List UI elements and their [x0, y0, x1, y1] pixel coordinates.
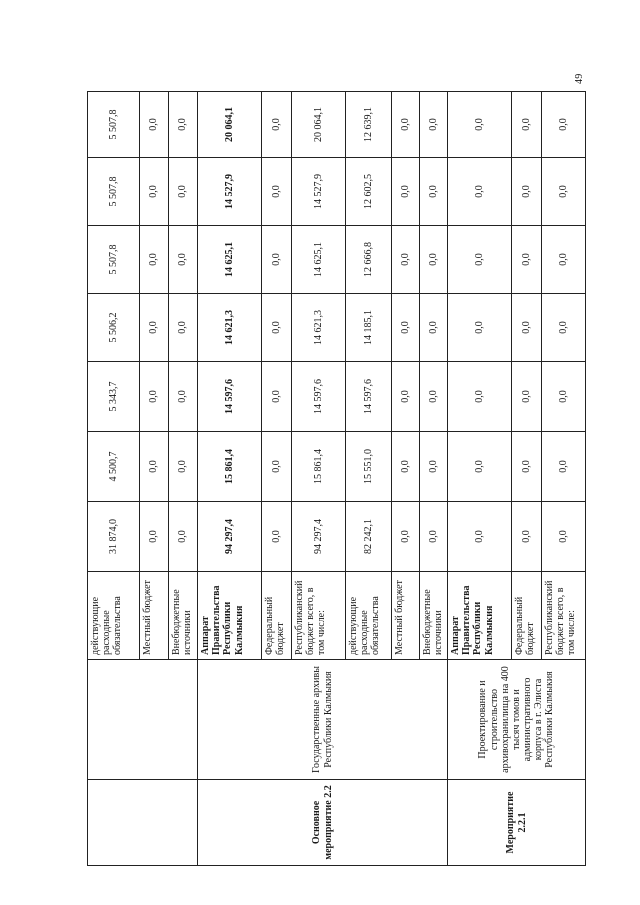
value-cell: 0,0 [169, 502, 198, 572]
value-cell: 0,0 [448, 294, 512, 362]
value-cell: 0,0 [392, 226, 420, 294]
value-cell: 14 597,6 [346, 362, 392, 432]
value-cell: 0,0 [169, 362, 198, 432]
value-cell: 0,0 [542, 502, 586, 572]
value-cell: 14 625,1 [198, 226, 262, 294]
value-cell: 14 621,3 [198, 294, 262, 362]
source-cell: Федеральный бюджет [262, 572, 292, 660]
value-cell: 94 297,4 [292, 502, 346, 572]
group-cell-2-2: Основное мероприятие 2.2 [198, 780, 448, 866]
name-cell-2-2: Государственные архивы Республики Калмыкия [198, 660, 448, 780]
value-cell: 82 242,1 [346, 502, 392, 572]
value-cell: 0,0 [140, 294, 169, 362]
source-cell: Внебюджетные источники [169, 572, 198, 660]
value-cell: 5 343,7 [88, 362, 140, 432]
value-cell: 0,0 [448, 362, 512, 432]
group-cell-prev [88, 780, 198, 866]
budget-table [87, 91, 586, 866]
value-cell: 0,0 [392, 92, 420, 158]
value-cell: 0,0 [512, 362, 542, 432]
value-cell: 0,0 [262, 502, 292, 572]
value-cell: 14 621,3 [292, 294, 346, 362]
value-cell: 0,0 [392, 502, 420, 572]
value-cell: 0,0 [448, 92, 512, 158]
group-cell-2-2-1: Мероприятие 2.2.1 [448, 780, 586, 866]
table-row [448, 92, 512, 866]
value-cell: 0,0 [262, 92, 292, 158]
value-cell: 14 185,1 [346, 294, 392, 362]
page-number: 49 [574, 73, 585, 84]
value-cell: 0,0 [512, 158, 542, 226]
table-row [198, 92, 262, 866]
value-cell: 0,0 [169, 158, 198, 226]
value-cell: 15 861,4 [198, 432, 262, 502]
value-cell: 0,0 [169, 92, 198, 158]
value-cell: 0,0 [420, 92, 448, 158]
value-cell: 0,0 [262, 294, 292, 362]
value-cell: 0,0 [262, 226, 292, 294]
value-cell: 14 597,6 [198, 362, 262, 432]
source-cell: Внебюджетные источники [420, 572, 448, 660]
source-cell: действующие расходные обязательства [346, 572, 392, 660]
value-cell: 14 597,6 [292, 362, 346, 432]
value-cell: 0,0 [140, 158, 169, 226]
source-cell: действующие расходные обязательства [88, 572, 140, 660]
name-cell-prev [88, 660, 198, 780]
value-cell: 12 602,5 [346, 158, 392, 226]
value-cell: 0,0 [392, 294, 420, 362]
source-cell: Республиканский бюджет всего, в том числе: [292, 572, 346, 660]
value-cell: 0,0 [140, 226, 169, 294]
value-cell: 0,0 [448, 502, 512, 572]
value-cell: 0,0 [392, 362, 420, 432]
source-cell: Федеральный бюджет [512, 572, 542, 660]
value-cell: 0,0 [512, 502, 542, 572]
value-cell: 0,0 [420, 362, 448, 432]
source-cell: Республиканский бюджет всего, в том числе: [542, 572, 586, 660]
name-cell-2-2-1: Проектирование и строительство архивохранилища на 400 тысяч томов и административного корпуса в г. Элиста Республики Калмыкия [448, 660, 586, 780]
value-cell: 0,0 [140, 432, 169, 502]
value-cell: 0,0 [448, 432, 512, 502]
value-cell: 0,0 [140, 502, 169, 572]
value-cell: 0,0 [420, 502, 448, 572]
value-cell: 14 527,9 [292, 158, 346, 226]
value-cell: 5 507,8 [88, 92, 140, 158]
source-cell: Местный бюджет [140, 572, 169, 660]
value-cell: 12 666,8 [346, 226, 392, 294]
value-cell: 15 551,0 [346, 432, 392, 502]
value-cell: 0,0 [448, 226, 512, 294]
value-cell: 0,0 [262, 158, 292, 226]
value-cell: 0,0 [262, 432, 292, 502]
value-cell: 0,0 [542, 432, 586, 502]
value-cell: 0,0 [262, 362, 292, 432]
value-cell: 15 861,4 [292, 432, 346, 502]
value-cell: 4 500,7 [88, 432, 140, 502]
value-cell: 0,0 [542, 294, 586, 362]
value-cell: 94 297,4 [198, 502, 262, 572]
value-cell: 0,0 [512, 226, 542, 294]
source-cell: Аппарат Правительства Республики Калмыкия [198, 572, 262, 660]
value-cell: 0,0 [392, 158, 420, 226]
value-cell: 0,0 [420, 432, 448, 502]
value-cell: 14 527,9 [198, 158, 262, 226]
table-row-top [88, 92, 140, 866]
source-cell: Аппарат Правительства Республики Калмыкия [448, 572, 512, 660]
value-cell: 0,0 [420, 226, 448, 294]
value-cell: 0,0 [140, 362, 169, 432]
value-cell: 0,0 [140, 92, 169, 158]
value-cell: 0,0 [169, 432, 198, 502]
source-cell: Местный бюджет [392, 572, 420, 660]
value-cell: 0,0 [542, 92, 586, 158]
value-cell: 14 625,1 [292, 226, 346, 294]
table-body [88, 92, 586, 866]
value-cell: 0,0 [542, 362, 586, 432]
value-cell: 0,0 [448, 158, 512, 226]
value-cell: 5 506,2 [88, 294, 140, 362]
value-cell: 0,0 [512, 432, 542, 502]
value-cell: 5 507,8 [88, 158, 140, 226]
value-cell: 0,0 [542, 158, 586, 226]
value-cell: 20 064,1 [198, 92, 262, 158]
value-cell: 5 507,8 [88, 226, 140, 294]
value-cell: 0,0 [512, 294, 542, 362]
value-cell: 0,0 [169, 226, 198, 294]
value-cell: 0,0 [542, 226, 586, 294]
rotated-budget-table [87, 92, 581, 866]
value-cell: 0,0 [420, 294, 448, 362]
value-cell: 20 064,1 [292, 92, 346, 158]
value-cell: 12 639,1 [346, 92, 392, 158]
value-cell: 0,0 [512, 92, 542, 158]
value-cell: 31 874,0 [88, 502, 140, 572]
value-cell: 0,0 [169, 294, 198, 362]
value-cell: 0,0 [420, 158, 448, 226]
value-cell: 0,0 [392, 432, 420, 502]
